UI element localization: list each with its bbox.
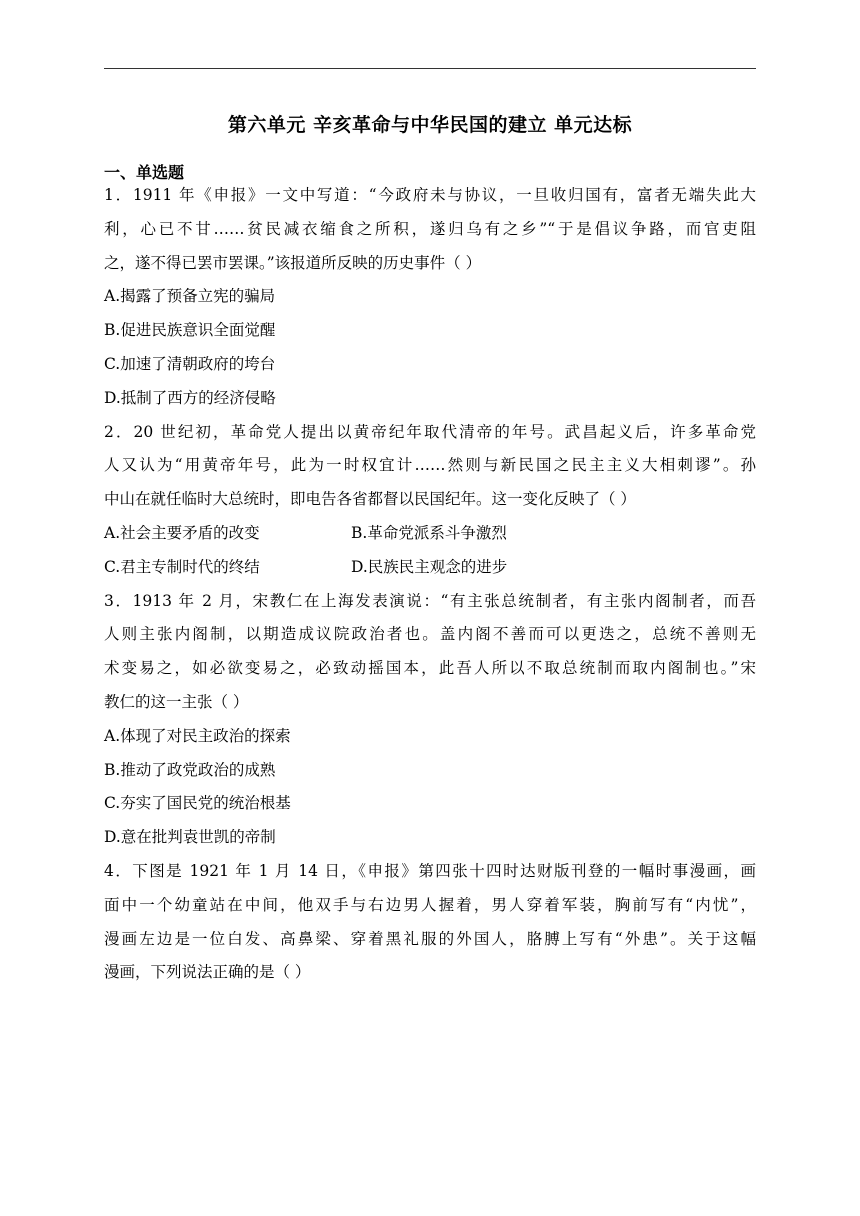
question-2-options-row-2 <box>104 551 756 585</box>
question-2-option-b[interactable]: B.革命党派系斗争激烈 <box>351 523 507 542</box>
question-1-line-2: 利，心已不甘……贫民减衣缩食之所积，遂归乌有之乡”“于是倡议争路，而官吏阻 <box>104 219 756 238</box>
question-list <box>104 179 756 990</box>
section-heading: 一、单选题 <box>104 163 185 182</box>
question-4-line-1: 4．下图是 1921 年 1 月 14 日，《申报》第四张十四时达财版刊登的一幅时事漫画，画 <box>104 861 756 880</box>
question-2-option-c[interactable]: C.君主专制时代的终结 <box>104 557 260 576</box>
question-4 <box>104 855 756 990</box>
question-4-line-2: 面中一个幼童站在中间，他双手与右边男人握着，男人穿着军装，胸前写有“内忧”， <box>104 895 756 914</box>
question-3-line-1: 3．1913 年 2 月，宋教仁在上海发表演说：“有主张总统制者，有主张内阁制者，而吾 <box>104 591 756 610</box>
question-1-option-b[interactable]: B.促进民族意识全面觉醒 <box>104 321 276 340</box>
question-2-line-3: 中山在就任临时大总统时，即电告各省都督以民国纪年。这一变化反映了（ ） <box>104 490 636 509</box>
page-title: 第六单元 辛亥革命与中华民国的建立 单元达标 <box>227 114 633 136</box>
question-1-line-1: 1．1911 年《申报》一文中写道：“今政府未与协议，一旦收归国有，富者无端失此大 <box>104 186 756 204</box>
question-4-line-3: 漫画左边是一位白发、高鼻梁、穿着黑礼服的外国人，胳膊上写有“外患”。关于这幅 <box>104 929 756 948</box>
question-3-option-b[interactable]: B.推动了政党政治的成熟 <box>104 760 276 779</box>
question-1-option-a[interactable]: A.揭露了预备立宪的骗局 <box>104 287 276 306</box>
question-2-line-1: 2．20 世纪初，革命党人提出以黄帝纪年取代清帝的年号。武昌起义后，许多革命党 <box>104 422 756 441</box>
question-3-option-a[interactable]: A.体现了对民主政治的探索 <box>104 726 291 745</box>
question-2 <box>104 416 756 585</box>
question-3-line-2: 人则主张内阁制，以期造成议院政治者也。盖内阁不善而可以更迭之，总统不善则无 <box>104 625 756 644</box>
question-1-option-d[interactable]: D.抵制了西方的经济侵略 <box>104 388 276 407</box>
question-1-line-3: 之，遂不得已罢市罢课。”该报道所反映的历史事件（ ） <box>104 253 482 272</box>
header-rule <box>104 68 756 69</box>
question-3-option-d[interactable]: D.意在批判袁世凯的帝制 <box>104 828 276 847</box>
question-3-line-4: 教仁的这一主张（ ） <box>104 692 249 711</box>
question-2-option-d[interactable]: D.民族民主观念的进步 <box>351 557 508 576</box>
question-4-line-4: 漫画，下列说法正确的是（ ） <box>104 963 311 982</box>
question-3 <box>104 585 756 855</box>
question-2-line-2: 人又认为“用黄帝年号，此为一时权宜计……然则与新民国之民主主义大相刺谬”。孙 <box>104 456 756 475</box>
question-2-option-a[interactable]: A.社会主要矛盾的改变 <box>104 523 260 542</box>
question-3-option-c[interactable]: C.夯实了国民党的统治根基 <box>104 794 291 813</box>
question-2-options-row-1 <box>104 517 756 551</box>
question-3-line-3: 术变易之，如必欲变易之，必致动摇国本，此吾人所以不取总统制而取内阁制也。”宋 <box>104 659 756 678</box>
question-1 <box>104 179 756 416</box>
question-1-option-c[interactable]: C.加速了清朝政府的垮台 <box>104 354 276 373</box>
